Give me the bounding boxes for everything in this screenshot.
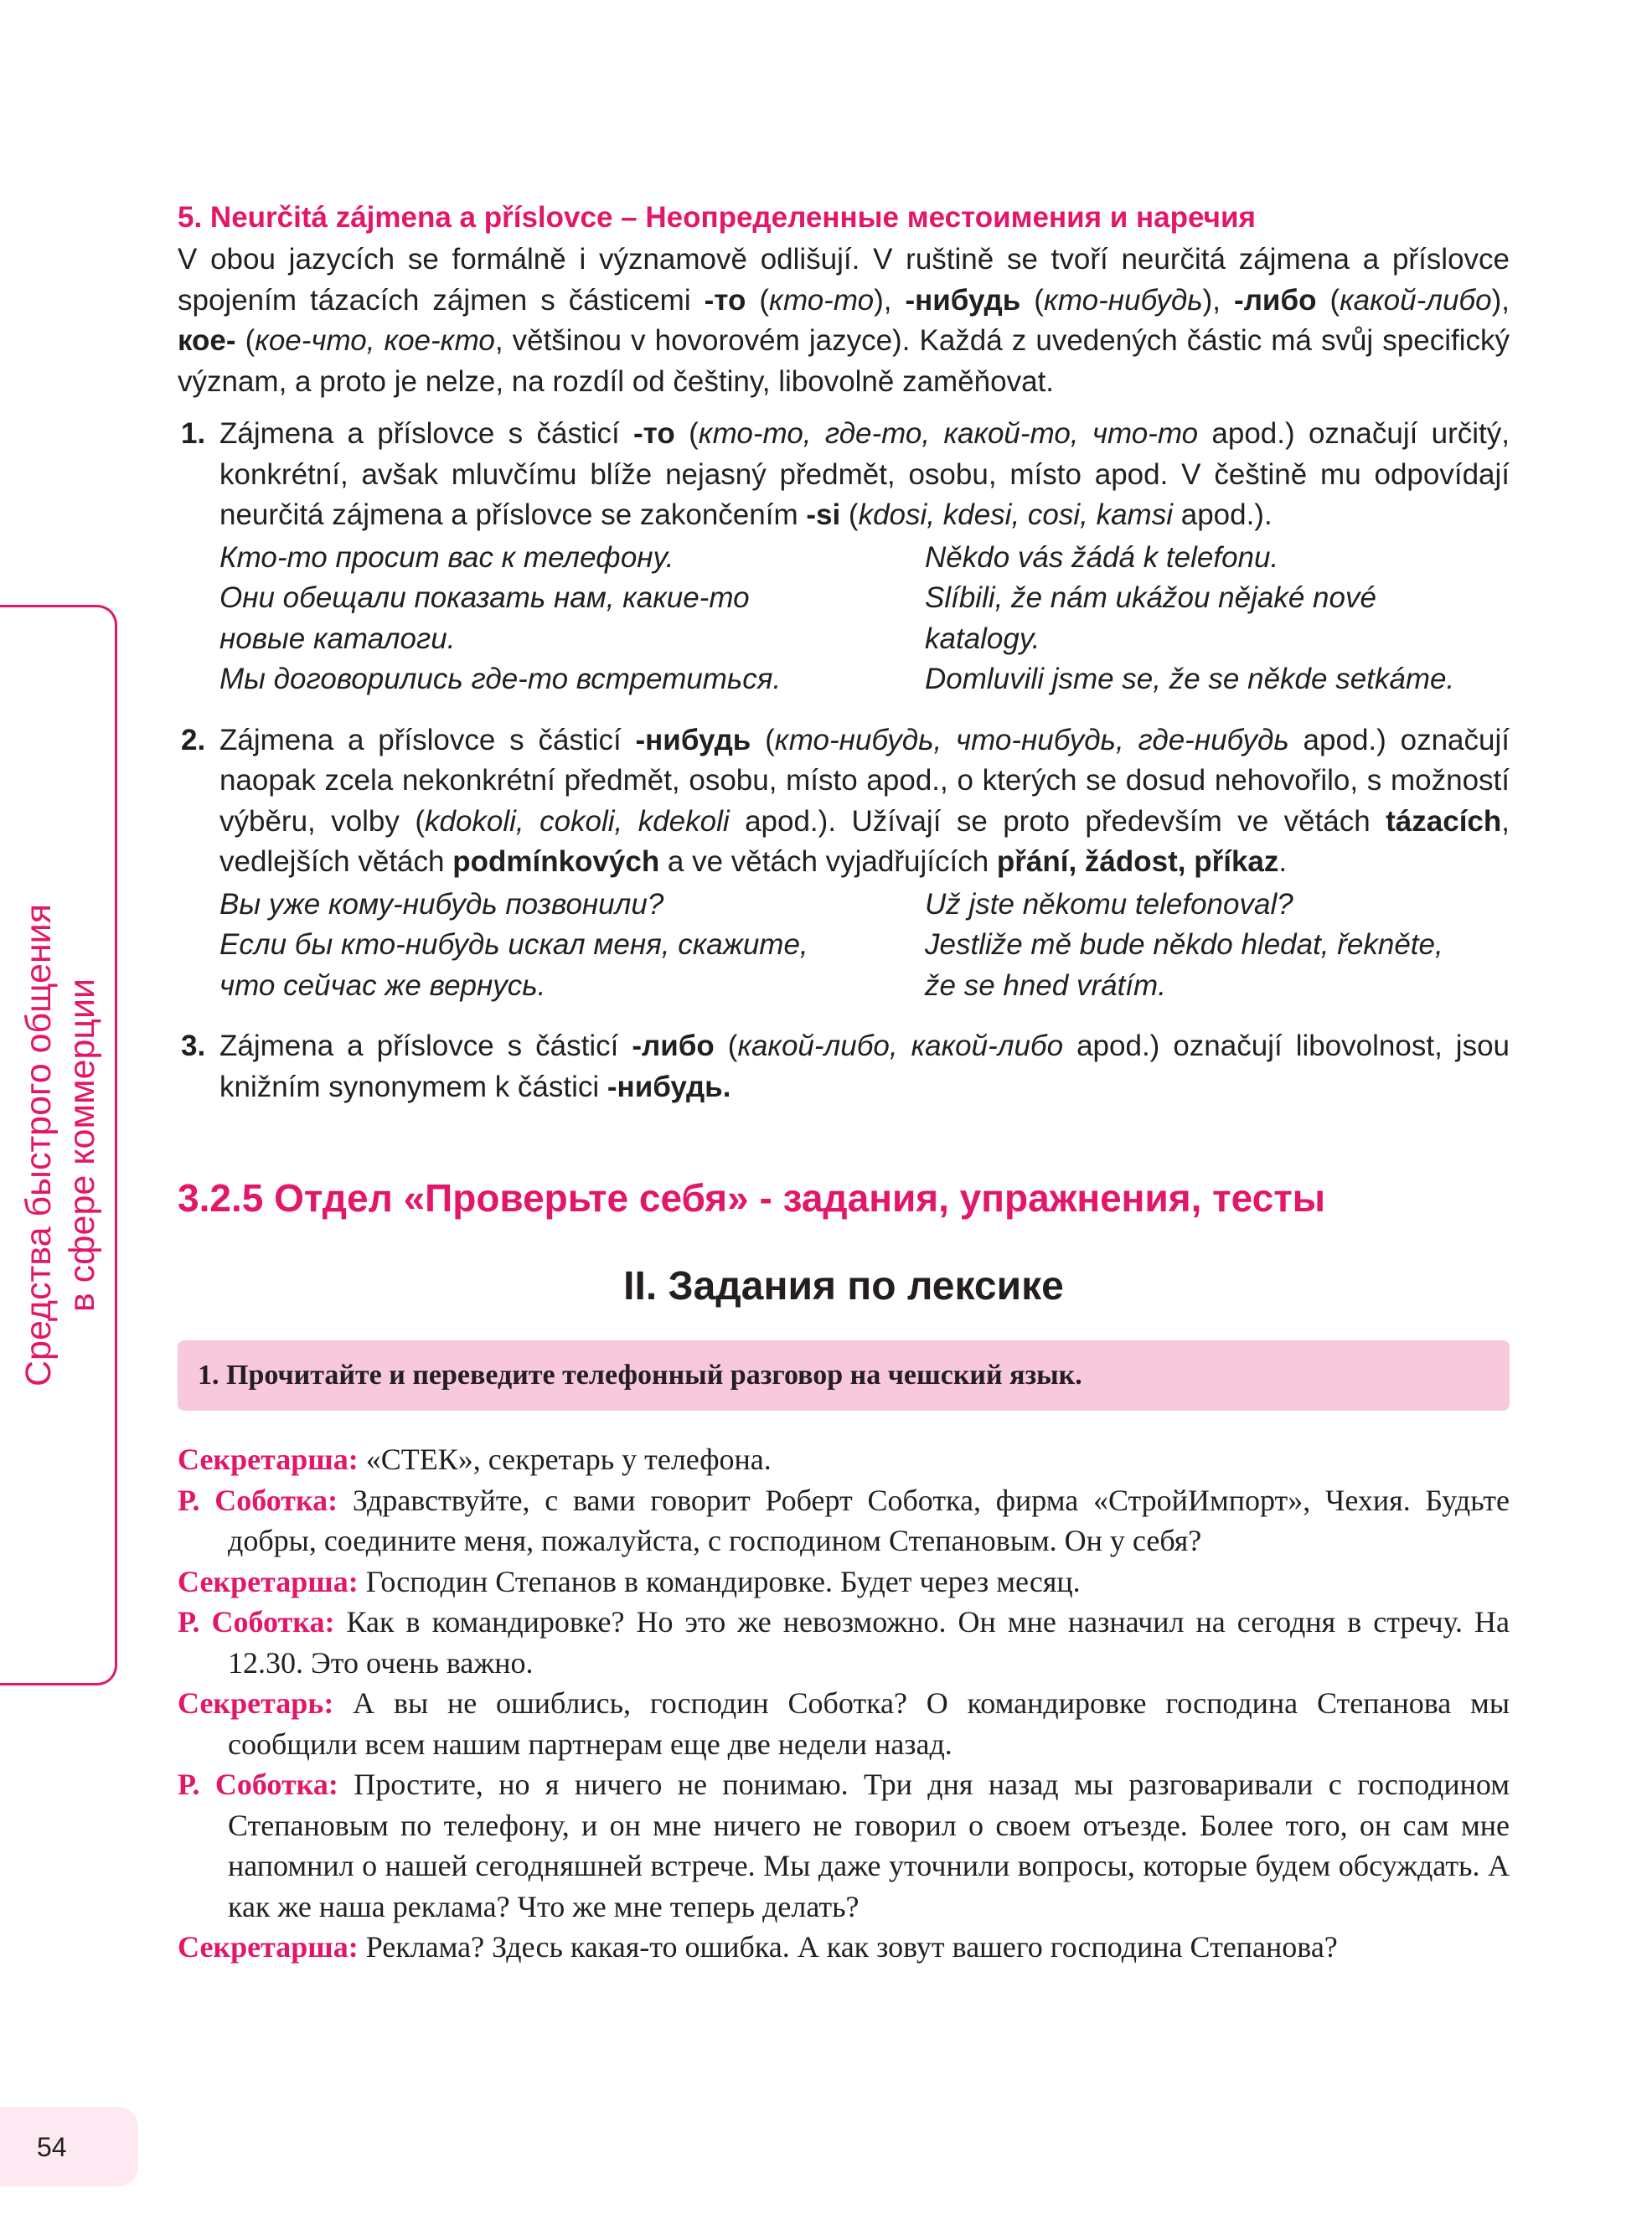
rule-item-3: 3. Zájmena a příslovce s částicí -либо (какой-либо, какой-либо apod.) označují libovolnost, jsou knižním synonymem k částici -нибудь. (178, 1026, 1510, 1107)
speaker-name: Секретарша: (178, 1930, 359, 1964)
dialog-line: Р. Соботка: Простите, но я ничего не понимаю. Три дня назад мы разговаривали с господином Степановым по телефону, и он мне ничего не говорил о своем отъезде. Более того, он сам мне напомнил о нашей сегодняшней встрече. Мы даже уточнили вопросы, которые будем обсуждать. А как же наша реклама? Что же мне теперь делать? (178, 1768, 1510, 1923)
speaker-name: Р. Соботка: (178, 1605, 335, 1639)
dialog-line: Секретарша: Господин Степанов в командировке. Будет через месяц. (178, 1564, 1081, 1598)
task-banner (178, 1340, 1510, 1411)
side-tab-label (17, 601, 104, 1690)
example-ru: Кто-то просит вас к телефону. (219, 540, 674, 574)
speaker-name: Секретарша: (178, 1443, 359, 1476)
section-5-title: 5. Neurčitá zájmena a příslovce – Неопределенные местоимения и наречия (178, 201, 1256, 234)
rule-item-1: 1. Zájmena a příslovce s částicí -то (кто-то, где-то, какой-то, что-то apod.) označují určitý, konkrétní, avšak mluvčímu blíže nejasný předmět, osobu, místo apod. V češtině mu odpovídají neurčitá zájmena a příslovce se zakončením -si (kdosi, kdesi, cosi, kamsi apod.). Кто-то просит вас к телефону. Někdo vás žádá k telefonu. Они обещали показать нам, какие-то новые каталоги. Slíbili, že nám ukážou nějaké nové katalogy. Мы договорились где-то встретиться. Domluvili jsme se, že se někde setkáme. (178, 414, 1510, 700)
dialog-line: Р. Соботка: Здравствуйте, с вами говорит Роберт Соботка, фирма «СтройИмпорт», Чехия. Будьте добры, соедините меня, пожалуйста, с господином Степановым. Он у себя? (178, 1483, 1510, 1557)
page-content (178, 199, 1510, 1968)
example-table-2 (219, 885, 1510, 1007)
rule-item-2: 2. Zájmena a příslovce s částicí -нибудь (кто-нибудь, что-нибудь, где-нибудь apod.) označují naopak zcela nekonkrétní předmět, osobu, místo apod., o kterých se dosud nehovořilo, s možností výběru, volby (kdokoli, cokoli, kdekoli apod.). Užívají se proto především ve větách tázacích, vedlejších větách podmínkových a ve větách vyjadřujících přání, žádost, příkaz. Вы уже кому-нибудь позвонили? Už jste někomu telefonoval? Если бы кто-нибудь искал меня, скажите, что сейчас же вернусь. Jestliže mě bude někdo hledat, řekněte, že se hned vrátím. (178, 720, 1510, 1007)
rule-number: 3. (181, 1030, 206, 1062)
example-cz: Domluvili jsme se, že se někde setkáme. (925, 663, 1455, 695)
section-5-intro: V obou jazycích se formálně i významově odlišují. V ruštině se tvoří neurčitá zájmena a příslovce spojením tázacích zájmen s částicemi -то (кто-то), -нибудь (кто-нибудь), -либо (какой-либо), кое- (кое-что, кое-кто, většinou v hovorovém jazyce). Každá z uvedených částic má svůj specifický význam, a proto je nelze, na rozdíl od češtiny, libovolně zaměňovat. (178, 243, 1510, 398)
rule-number: 2. (181, 723, 206, 756)
side-tab-line-1: Средства быстрого общения (18, 904, 59, 1387)
example-cz: Někdo vás žádá k telefonu. (925, 540, 1279, 574)
example-ru: Мы договорились где-то встретиться. (219, 663, 782, 695)
speaker-name: Р. Соботка: (178, 1483, 338, 1517)
example-ru: Вы уже кому-нибудь позвонили? (219, 887, 664, 921)
side-tab-line-2: в сфере коммерции (62, 978, 102, 1313)
speaker-name: Р. Соботка: (178, 1768, 338, 1801)
rule-number: 1. (181, 417, 206, 450)
dialog-line: Секретарша: «СТЕК», секретарь у телефона. (178, 1443, 772, 1476)
speaker-name: Секретарь: (178, 1686, 334, 1720)
speaker-name: Секретарша: (178, 1564, 359, 1598)
example-ru: Они обещали показать нам, какие-то новые каталоги. (219, 581, 750, 655)
example-ru: Если бы кто-нибудь искал меня, скажите, что сейчас же вернусь. (219, 928, 808, 1002)
example-table-1 (219, 538, 1510, 700)
example-cz: Už jste někomu telefonoval? (925, 887, 1293, 921)
section-325-subtitle: II. Задания по лексике (623, 1264, 1064, 1309)
page-number-box (0, 2107, 138, 2186)
example-cz: Slíbili, že nám ukážou nějaké nové katalogy. (925, 581, 1376, 655)
dialog-line: Секретарь: А вы не ошиблись, господин Соботка? О командировке господина Степанова мы сообщили всем нашим партнерам еще две недели назад. (178, 1686, 1510, 1761)
task-text: 1. Прочитайте и переведите телефонный разговор на чешский язык. (198, 1360, 1082, 1391)
dialog (178, 1439, 1510, 1968)
dialog-line: Р. Соботка: Как в командировке? Но это же невозможно. Он мне назначил на сегодня в стречу. На 12.30. Это очень важно. (178, 1605, 1510, 1680)
example-cz: Jestliže mě bude někdo hledat, řekněte, že se hned vrátím. (925, 928, 1443, 1002)
dialog-line: Секретарша: Реклама? Здесь какая-то ошибка. А как зовут вашего господина Степанова? (178, 1930, 1338, 1964)
section-325-title: 3.2.5 Отдел «Проверьте себя» - задания, упражнения, тесты (178, 1176, 1326, 1220)
page-number: 54 (37, 2132, 67, 2162)
